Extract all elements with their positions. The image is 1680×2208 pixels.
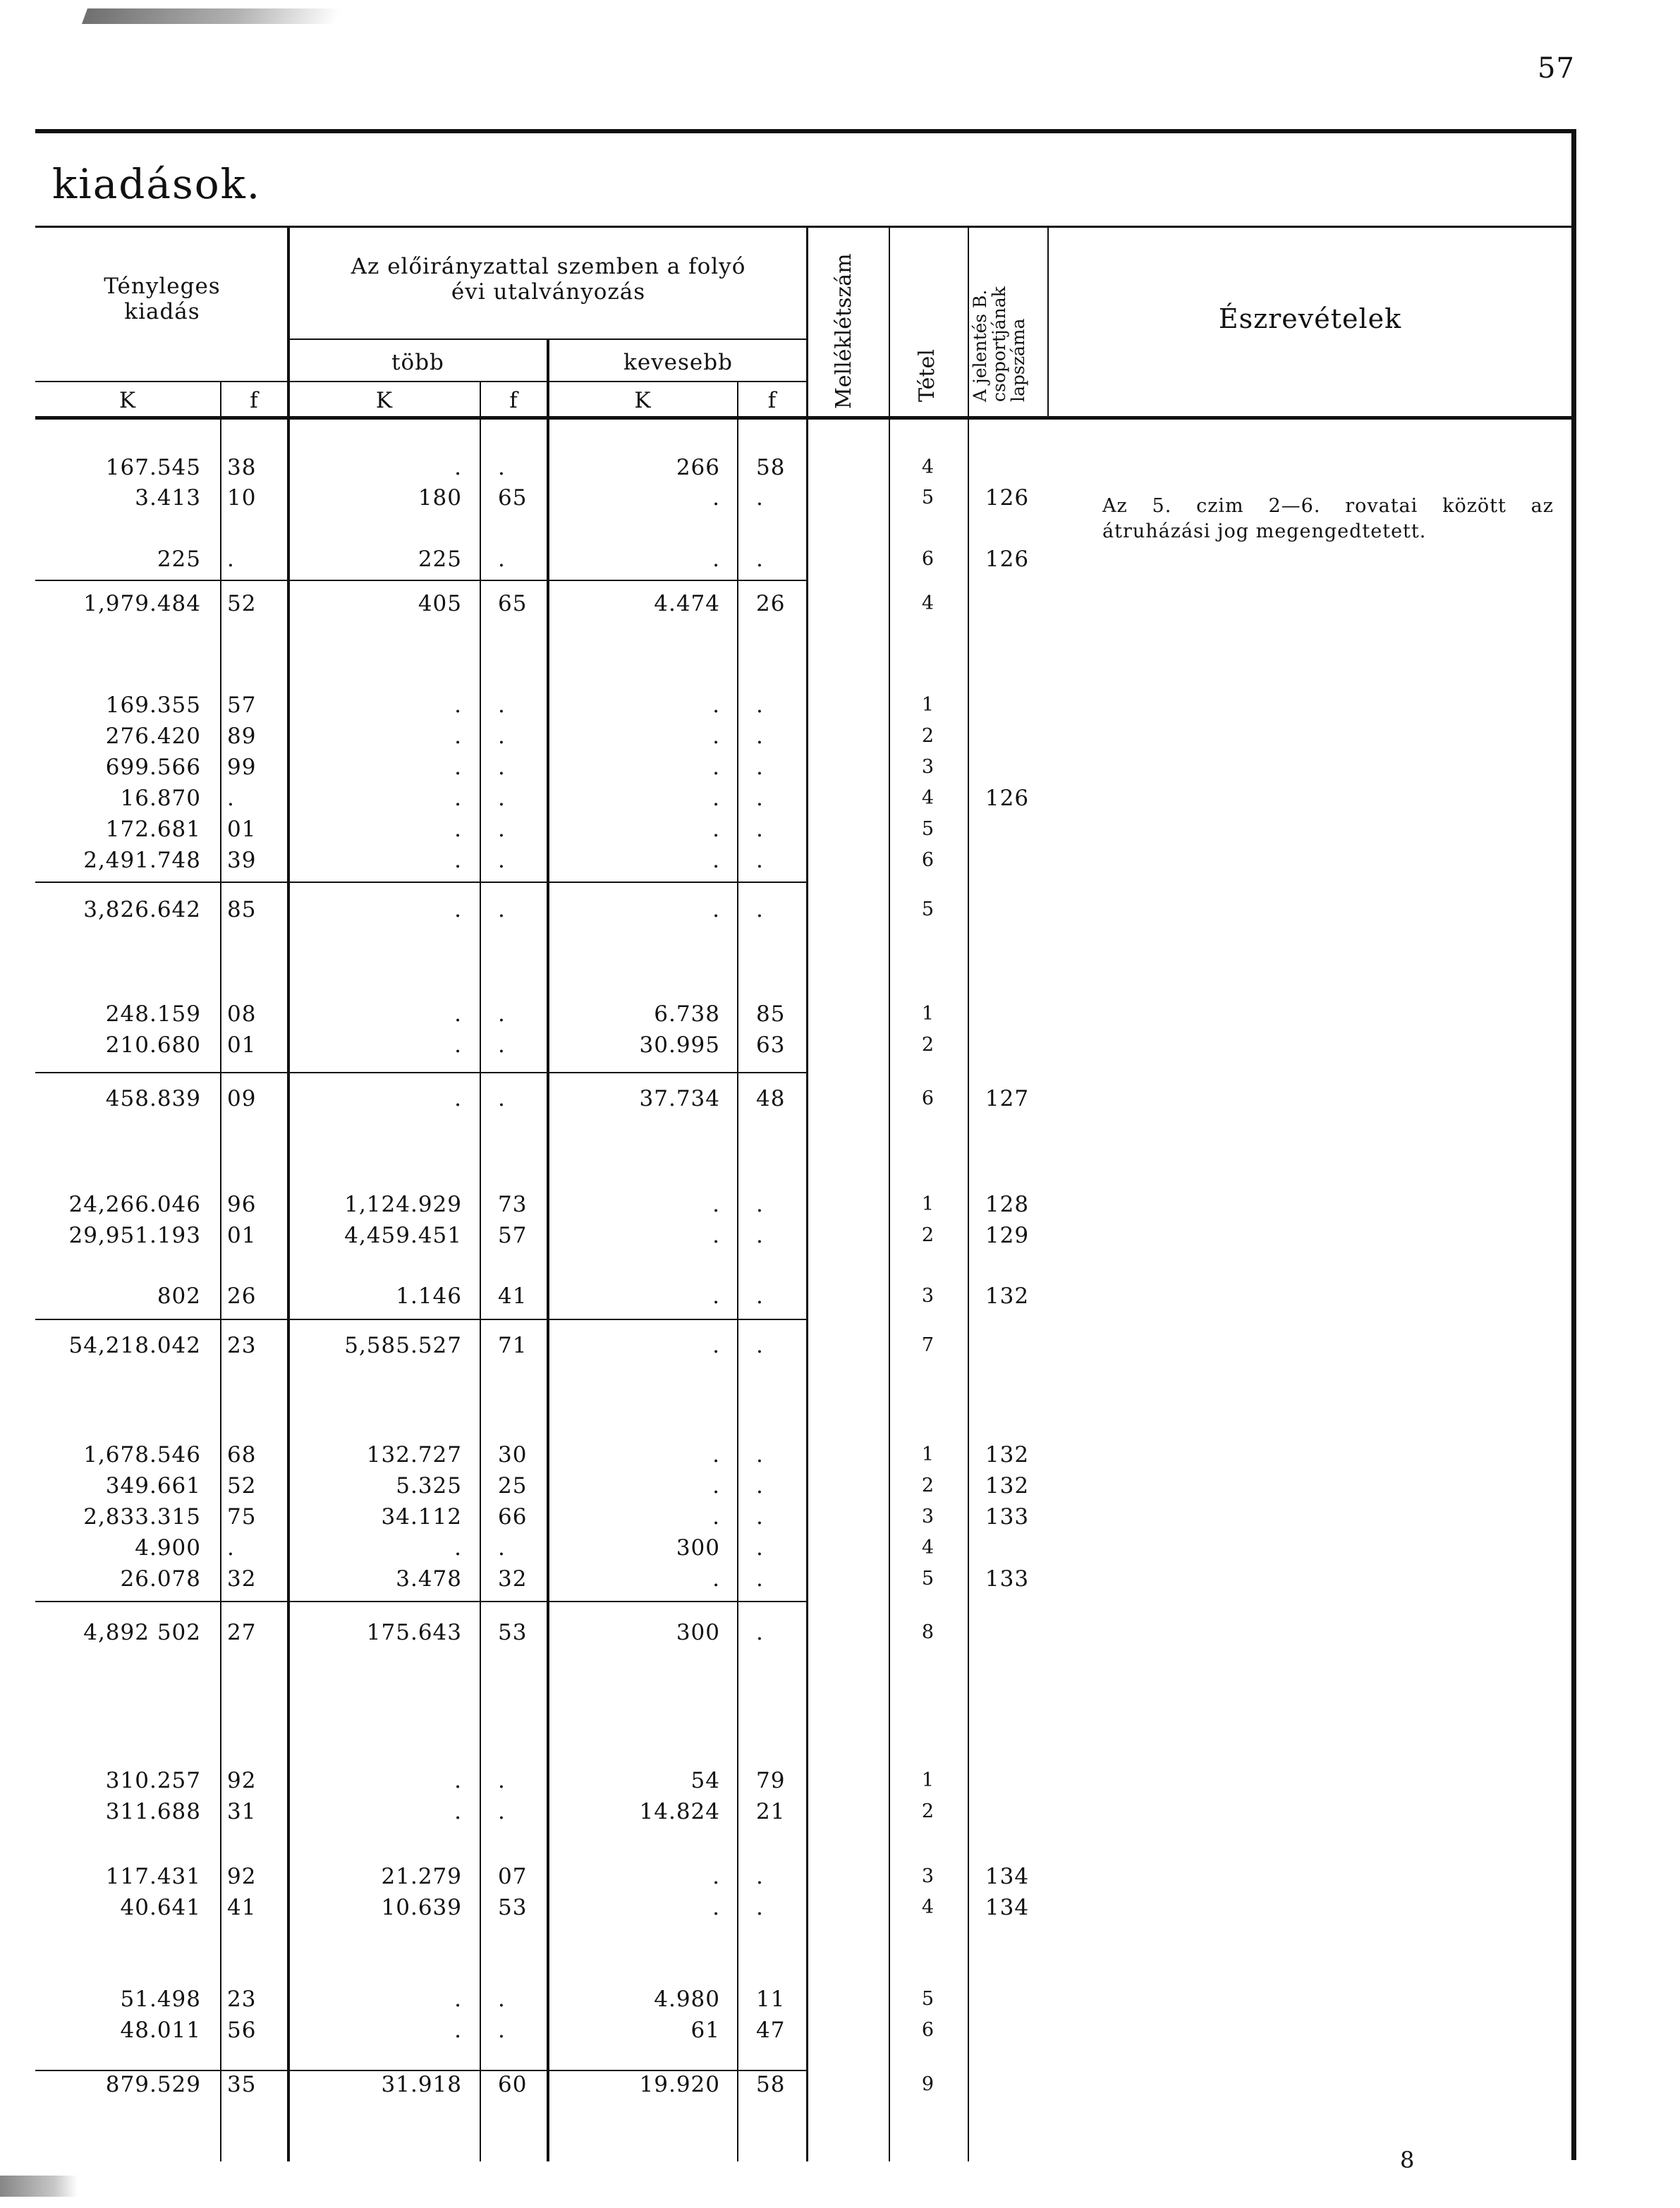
cell-more-k: 175.643	[366, 1620, 462, 1645]
cell-item: 7	[921, 1334, 935, 1356]
cell-actual-k: 2,833.315	[83, 1504, 201, 1530]
unit-k-2: K	[375, 388, 394, 413]
cell-less-f: 58	[756, 2072, 786, 2097]
cell-actual-f: 57	[227, 693, 257, 718]
col-divider-f3	[737, 381, 738, 2161]
header-jelentes: A jelentés B. csoportjának lapszáma	[970, 286, 1028, 402]
cell-more-f: 57	[498, 1223, 528, 1248]
cell-more-k: .	[454, 755, 462, 780]
cell-more-f: .	[498, 897, 506, 922]
cell-item: 1	[921, 694, 935, 716]
cell-report-page: 133	[985, 1504, 1030, 1530]
cell-more-f: 53	[498, 1895, 528, 1920]
cell-actual-k: 167.545	[105, 455, 201, 480]
cell-report-page: 126	[985, 547, 1030, 572]
cell-less-f: 11	[756, 1987, 786, 2012]
cell-less-k: .	[712, 755, 720, 780]
cell-actual-k: 26.078	[120, 1566, 201, 1592]
cell-actual-f: 92	[227, 1864, 257, 1889]
cell-more-k: .	[454, 1799, 462, 1824]
col-divider-f2	[480, 381, 481, 2161]
page-number: 57	[1538, 52, 1575, 85]
cell-actual-k: 1,678.546	[83, 1442, 201, 1468]
cell-report-page: 133	[985, 1566, 1030, 1592]
cell-actual-k: 3,826.642	[83, 897, 201, 922]
cell-item: 9	[921, 2073, 935, 2095]
cell-more-f: 60	[498, 2072, 528, 2097]
cell-more-k: .	[454, 1086, 462, 1111]
cell-item: 6	[921, 548, 935, 570]
cell-item: 8	[921, 1621, 935, 1643]
cell-item: 5	[921, 487, 935, 508]
cell-more-f: 65	[498, 485, 528, 511]
cell-more-f: .	[498, 786, 506, 811]
cell-less-k: 14.824	[639, 1799, 720, 1824]
cell-less-k: .	[712, 547, 720, 572]
cell-actual-k: 24,266.046	[68, 1192, 201, 1217]
header-tobb: több	[391, 350, 444, 375]
cell-less-f: 21	[756, 1799, 786, 1824]
cell-more-f: .	[498, 1799, 506, 1824]
cell-item: 2	[921, 1224, 935, 1246]
cell-more-k: .	[454, 786, 462, 811]
cell-actual-k: 210.680	[105, 1032, 201, 1058]
cell-more-f: .	[498, 724, 506, 749]
cell-less-f: .	[756, 1566, 764, 1592]
cell-item: 1	[921, 1444, 935, 1465]
cell-report-page: 126	[985, 786, 1030, 811]
cell-more-f: .	[498, 455, 506, 480]
cell-more-k: 5,585.527	[344, 1333, 462, 1358]
cell-item: 3	[921, 1865, 935, 1887]
cell-actual-f: 85	[227, 897, 257, 922]
cell-report-page: 126	[985, 485, 1030, 511]
cell-item: 4	[921, 1537, 935, 1559]
cell-report-page: 134	[985, 1895, 1030, 1920]
cell-more-f: .	[498, 1987, 506, 2012]
remark-text: Az 5. czim 2—6. rovatai között az átruházási jog megengedtetett.	[1102, 495, 1554, 542]
subtotal-rule-6	[35, 2070, 808, 2071]
cell-report-page: 134	[985, 1864, 1030, 1889]
cell-more-k: .	[454, 1001, 462, 1027]
cell-actual-k: 311.688	[105, 1799, 201, 1824]
cell-actual-k: 169.355	[105, 693, 201, 718]
cell-report-page: 127	[985, 1086, 1030, 1111]
cell-actual-f: 52	[227, 591, 257, 616]
cell-more-f: 53	[498, 1620, 528, 1645]
header-tetel: Tétel	[915, 349, 939, 402]
cell-more-k: 4,459.451	[344, 1223, 462, 1248]
cell-more-k: 31.918	[381, 2072, 462, 2097]
cell-less-k: .	[712, 817, 720, 842]
cell-report-page: 132	[985, 1283, 1030, 1309]
cell-more-k: 405	[418, 591, 462, 616]
cell-item: 6	[921, 849, 935, 871]
cell-more-f: .	[498, 1001, 506, 1027]
cell-actual-k: 225	[157, 547, 201, 572]
cell-less-k: .	[712, 1442, 720, 1468]
cell-less-f: .	[756, 1192, 764, 1217]
cell-report-page: 129	[985, 1223, 1030, 1248]
cell-actual-k: 248.159	[105, 1001, 201, 1027]
cell-item: 1	[921, 1193, 935, 1215]
cell-less-k: .	[712, 1223, 720, 1248]
cell-more-k: 10.639	[381, 1895, 462, 1920]
cell-less-k: .	[712, 786, 720, 811]
cell-less-k: 19.920	[639, 2072, 720, 2097]
cell-actual-f: 96	[227, 1192, 257, 1217]
cell-less-f: .	[756, 1473, 764, 1499]
cell-less-k: .	[712, 1473, 720, 1499]
top-rule	[35, 129, 1573, 133]
cell-actual-k: 276.420	[105, 724, 201, 749]
subtotal-rule-3	[35, 1072, 808, 1073]
cell-less-f: .	[756, 1895, 764, 1920]
footer-number: 8	[1400, 2147, 1416, 2173]
cell-less-f: .	[756, 1620, 764, 1645]
cell-actual-k: 310.257	[105, 1768, 201, 1793]
cell-more-k: 5.325	[396, 1473, 462, 1499]
cell-item: 3	[921, 756, 935, 778]
cell-item: 6	[921, 1087, 935, 1109]
cell-actual-k: 3.413	[135, 485, 201, 511]
cell-more-k: .	[454, 1768, 462, 1793]
cell-actual-k: 458.839	[105, 1086, 201, 1111]
cell-more-k: .	[454, 848, 462, 873]
cell-less-f: .	[756, 786, 764, 811]
cell-item: 1	[921, 1003, 935, 1025]
cell-item: 4	[921, 592, 935, 614]
cell-actual-f: 75	[227, 1504, 257, 1530]
cell-more-f: 71	[498, 1333, 528, 1358]
cell-actual-f: 01	[227, 1223, 257, 1248]
cell-less-f: 79	[756, 1768, 786, 1793]
cell-item: 3	[921, 1285, 935, 1307]
cell-more-f: .	[498, 2018, 506, 2043]
cell-more-k: .	[454, 1987, 462, 2012]
cell-more-f: 30	[498, 1442, 528, 1468]
cell-actual-k: 699.566	[105, 755, 201, 780]
header-eszrevetelek: Észrevételek	[1218, 303, 1402, 334]
cell-less-f: .	[756, 848, 764, 873]
cell-item: 2	[921, 1800, 935, 1822]
cell-item: 1	[921, 1769, 935, 1791]
cell-less-k: 300	[676, 1535, 720, 1561]
cell-less-f: .	[756, 1535, 764, 1561]
unit-rule	[35, 381, 808, 382]
cell-actual-f: 35	[227, 2072, 257, 2097]
cell-actual-f: 08	[227, 1001, 257, 1027]
cell-more-f: .	[498, 817, 506, 842]
cell-actual-k: 349.661	[105, 1473, 201, 1499]
cell-less-k: .	[712, 1864, 720, 1889]
cell-actual-k: 2,491.748	[83, 848, 201, 873]
cell-actual-f: .	[227, 786, 235, 811]
cell-item: 6	[921, 2019, 935, 2041]
cell-less-k: 266	[676, 455, 720, 480]
cell-less-f: 26	[756, 591, 786, 616]
cell-less-k: 37.734	[639, 1086, 720, 1111]
header-kevesebb: kevesebb	[623, 350, 733, 375]
cell-actual-k: 54,218.042	[68, 1333, 201, 1358]
subtotal-rule-5	[35, 1601, 808, 1602]
cell-less-k: .	[712, 1895, 720, 1920]
cell-actual-f: .	[227, 547, 235, 572]
cell-actual-f: 41	[227, 1895, 257, 1920]
cell-more-f: 73	[498, 1192, 528, 1217]
cell-less-k: 30.995	[639, 1032, 720, 1058]
header-eloiranyzat: Az előirányzattal szemben a folyó évi utalványozás	[351, 254, 746, 305]
subtotal-rule-1	[35, 580, 808, 581]
cell-actual-f: 01	[227, 817, 257, 842]
cell-less-k: 300	[676, 1620, 720, 1645]
cell-actual-f: 32	[227, 1566, 257, 1592]
header-tenyleges: Tényleges kiadás	[104, 274, 221, 324]
cell-report-page: 132	[985, 1442, 1030, 1468]
cell-actual-k: 879.529	[105, 2072, 201, 2097]
cell-more-k: 1.146	[396, 1283, 462, 1309]
unit-f-3: f	[767, 388, 777, 413]
scan-smudge-bottom	[0, 2176, 78, 2197]
col-divider-f1-body	[220, 420, 221, 2161]
cell-less-f: 58	[756, 455, 786, 480]
cell-more-f: 41	[498, 1283, 528, 1309]
cell-more-k: 3.478	[396, 1566, 462, 1592]
cell-less-f: 85	[756, 1001, 786, 1027]
cell-actual-k: 51.498	[120, 1987, 201, 2012]
cell-actual-k: 802	[157, 1283, 201, 1309]
cell-actual-k: 40.641	[120, 1895, 201, 1920]
cell-more-k: 132.727	[366, 1442, 462, 1468]
cell-more-k: 1,124.929	[344, 1192, 462, 1217]
cell-actual-f: 01	[227, 1032, 257, 1058]
cell-more-k: 180	[418, 485, 462, 511]
cell-actual-f: 23	[227, 1333, 257, 1358]
cell-more-k: .	[454, 1032, 462, 1058]
cell-actual-k: 48.011	[120, 2018, 201, 2043]
subtotal-rule-4	[35, 1319, 808, 1320]
cell-more-k: .	[454, 897, 462, 922]
cell-more-f: 25	[498, 1473, 528, 1499]
right-border	[1571, 129, 1576, 2160]
cell-less-k: 4.980	[654, 1987, 720, 2012]
cell-less-f: .	[756, 547, 764, 572]
cell-less-k: 61	[690, 2018, 720, 2043]
cell-less-f: .	[756, 485, 764, 511]
cell-more-f: 32	[498, 1566, 528, 1592]
cell-less-f: .	[756, 1333, 764, 1358]
unit-f-1: f	[250, 388, 259, 413]
cell-actual-k: 172.681	[105, 817, 201, 842]
header-bottom-rule	[35, 416, 1573, 420]
cell-more-f: .	[498, 1086, 506, 1111]
cell-less-f: .	[756, 724, 764, 749]
cell-item: 2	[921, 1034, 935, 1056]
cell-actual-f: .	[227, 1535, 235, 1561]
cell-item: 5	[921, 898, 935, 920]
cell-actual-f: 39	[227, 848, 257, 873]
cell-actual-f: 89	[227, 724, 257, 749]
cell-less-k: .	[712, 848, 720, 873]
cell-less-f: 47	[756, 2018, 786, 2043]
cell-actual-f: 99	[227, 755, 257, 780]
cell-less-k: 4.474	[654, 591, 720, 616]
scan-smudge	[82, 8, 341, 24]
cell-less-f: .	[756, 1223, 764, 1248]
cell-item: 5	[921, 1988, 935, 2010]
cell-actual-k: 117.431	[105, 1864, 201, 1889]
cell-less-f: .	[756, 1864, 764, 1889]
cell-less-f: .	[756, 693, 764, 718]
cell-more-k: 21.279	[381, 1864, 462, 1889]
cell-actual-f: 92	[227, 1768, 257, 1793]
cell-item: 5	[921, 1568, 935, 1590]
cell-actual-k: 29,951.193	[68, 1223, 201, 1248]
cell-actual-f: 56	[227, 2018, 257, 2043]
cell-more-f: .	[498, 693, 506, 718]
col-divider-mell	[806, 226, 808, 2161]
cell-less-k: .	[712, 1192, 720, 1217]
cell-more-f: 07	[498, 1864, 528, 1889]
cell-more-f: 66	[498, 1504, 528, 1530]
cell-more-f: .	[498, 755, 506, 780]
cell-actual-k: 16.870	[120, 786, 201, 811]
unit-k-1: K	[118, 388, 137, 413]
cell-more-k: .	[454, 817, 462, 842]
cell-more-k: .	[454, 693, 462, 718]
cell-actual-f: 27	[227, 1620, 257, 1645]
cell-less-f: .	[756, 1283, 764, 1309]
unit-f-2: f	[509, 388, 518, 413]
cell-item: 4	[921, 1896, 935, 1918]
page-title: kiadások.	[52, 160, 262, 208]
cell-actual-f: 10	[227, 485, 257, 511]
unit-k-3: K	[634, 388, 652, 413]
cell-actual-f: 68	[227, 1442, 257, 1468]
cell-less-k: .	[712, 485, 720, 511]
cell-item: 3	[921, 1506, 935, 1527]
cell-less-f: .	[756, 755, 764, 780]
cell-actual-f: 38	[227, 455, 257, 480]
cell-more-f: .	[498, 547, 506, 572]
cell-less-f: .	[756, 897, 764, 922]
cell-item: 2	[921, 1475, 935, 1496]
header-mellekletszam: Melléklétszám	[832, 253, 856, 409]
cell-less-f: .	[756, 1442, 764, 1468]
subtotal-rule-2	[35, 882, 808, 883]
cell-more-f: 65	[498, 591, 528, 616]
cell-less-k: 6.738	[654, 1001, 720, 1027]
cell-less-f: .	[756, 1504, 764, 1530]
cell-more-k: 34.112	[381, 1504, 462, 1530]
cell-less-k: .	[712, 1333, 720, 1358]
cell-actual-k: 4,892 502	[83, 1620, 201, 1645]
cell-actual-k: 4.900	[135, 1535, 201, 1561]
cell-more-k: .	[454, 2018, 462, 2043]
cell-less-k: .	[712, 1504, 720, 1530]
cell-less-f: 63	[756, 1032, 786, 1058]
cell-less-k: 54	[690, 1768, 720, 1793]
header-top-rule	[35, 226, 1573, 228]
cell-less-k: .	[712, 724, 720, 749]
cell-item: 4	[921, 787, 935, 809]
cell-less-k: .	[712, 897, 720, 922]
cell-more-f: .	[498, 1768, 506, 1793]
cell-report-page: 132	[985, 1473, 1030, 1499]
cell-less-k: .	[712, 693, 720, 718]
cell-more-k: .	[454, 724, 462, 749]
cell-actual-f: 26	[227, 1283, 257, 1309]
cell-item: 4	[921, 456, 935, 478]
cell-actual-f: 31	[227, 1799, 257, 1824]
cell-more-k: .	[454, 455, 462, 480]
cell-more-k: 225	[418, 547, 462, 572]
cell-less-k: .	[712, 1283, 720, 1309]
cell-actual-f: 09	[227, 1086, 257, 1111]
cell-actual-f: 23	[227, 1987, 257, 2012]
cell-report-page: 128	[985, 1192, 1030, 1217]
cell-more-k: .	[454, 1535, 462, 1561]
cell-less-f: 48	[756, 1086, 786, 1111]
cell-more-f: .	[498, 1535, 506, 1561]
cell-actual-f: 52	[227, 1473, 257, 1499]
cell-less-k: .	[712, 1566, 720, 1592]
cell-more-f: .	[498, 848, 506, 873]
cell-item: 2	[921, 725, 935, 747]
cell-more-f: .	[498, 1032, 506, 1058]
cell-item: 5	[921, 818, 935, 840]
cell-actual-k: 1,979.484	[83, 591, 201, 616]
cell-less-f: .	[756, 817, 764, 842]
